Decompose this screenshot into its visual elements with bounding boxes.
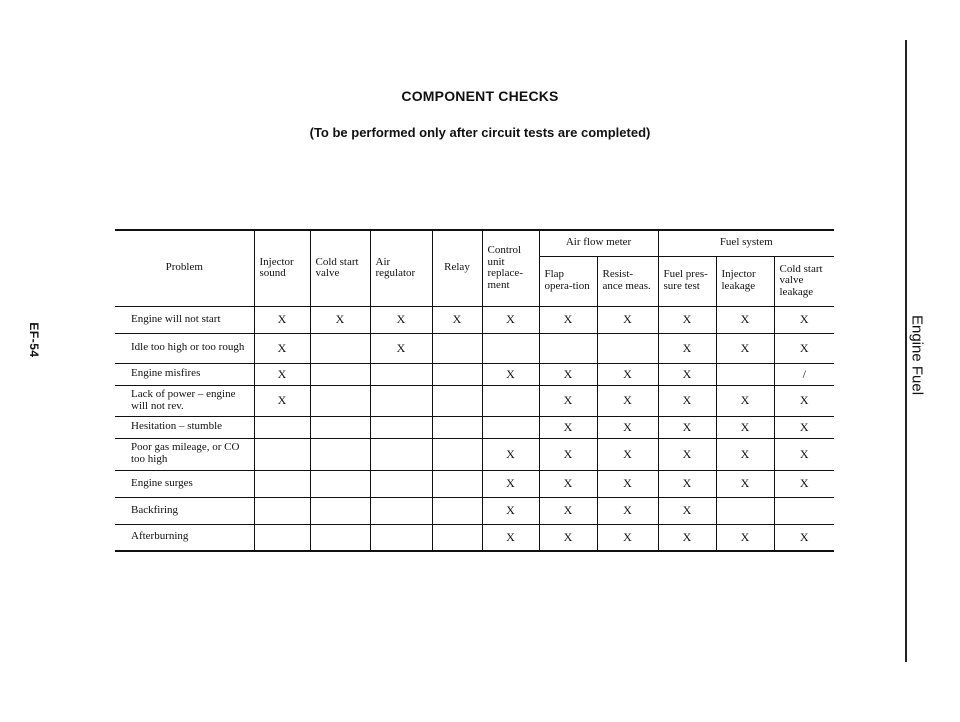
problem-cell: Poor gas mileage, or CO too high <box>131 441 240 465</box>
header-air-regulator: Air regulator <box>370 230 432 306</box>
page-title: COMPONENT CHECKS <box>401 88 559 104</box>
check-mark-cell: X <box>539 470 597 497</box>
check-mark-cell: X <box>539 524 597 551</box>
check-mark-cell: X <box>370 306 432 333</box>
table-row <box>115 306 834 333</box>
problem-cell: Engine surges <box>131 476 193 489</box>
check-mark-cell <box>432 385 482 416</box>
check-mark-cell <box>310 438 370 470</box>
header-injector-leakage: Injector leakage <box>716 256 774 306</box>
check-mark-cell <box>310 363 370 385</box>
check-mark-cell <box>370 470 432 497</box>
header-fuel-pressure-test: Fuel pres-sure test <box>658 256 716 306</box>
header-flap-operation: Flap opera-tion <box>539 256 597 306</box>
check-mark-cell: X <box>539 385 597 416</box>
check-mark-cell: X <box>539 306 597 333</box>
problem-cell: Idle too high or too rough <box>131 341 245 354</box>
problem-cell: Lack of power – engine will not rev. <box>131 387 236 412</box>
check-mark-cell <box>254 438 310 470</box>
header-problem: Problem <box>165 261 203 274</box>
check-mark-cell: X <box>774 333 834 363</box>
check-mark-cell <box>310 333 370 363</box>
check-mark-cell: X <box>482 470 539 497</box>
check-mark-cell <box>716 363 774 385</box>
header-air-flow-meter: Air flow meter <box>539 230 658 256</box>
check-mark-cell <box>432 363 482 385</box>
check-mark-cell: X <box>310 306 370 333</box>
check-mark-cell: X <box>597 438 658 470</box>
check-mark-cell <box>254 524 310 551</box>
check-mark-cell: X <box>658 385 716 416</box>
check-mark-cell: X <box>658 363 716 385</box>
check-mark-cell: / <box>774 363 834 385</box>
check-mark-cell: X <box>539 416 597 438</box>
table-body <box>115 306 834 551</box>
check-mark-cell: X <box>482 363 539 385</box>
problem-cell: Engine misfires <box>131 367 201 380</box>
check-mark-cell: X <box>482 524 539 551</box>
check-mark-cell <box>482 416 539 438</box>
check-mark-cell: X <box>597 363 658 385</box>
check-mark-cell: X <box>482 306 539 333</box>
check-mark-cell: X <box>716 333 774 363</box>
problem-cell: Afterburning <box>131 530 189 543</box>
table-row <box>115 438 834 470</box>
check-mark-cell <box>310 497 370 524</box>
check-mark-cell: X <box>774 524 834 551</box>
check-mark-cell: X <box>658 497 716 524</box>
table-row <box>115 363 834 385</box>
check-mark-cell <box>254 470 310 497</box>
check-mark-cell <box>432 497 482 524</box>
header-cold-start-valve-leakage: Cold start valve leakage <box>774 256 834 306</box>
check-mark-cell <box>310 524 370 551</box>
check-mark-cell <box>370 385 432 416</box>
table-row <box>115 333 834 363</box>
check-mark-cell: X <box>658 416 716 438</box>
check-mark-cell: X <box>370 333 432 363</box>
header-cold-start-valve: Cold start valve <box>310 230 370 306</box>
check-mark-cell: X <box>254 306 310 333</box>
check-mark-cell <box>310 416 370 438</box>
check-mark-cell <box>716 497 774 524</box>
check-mark-cell: X <box>597 524 658 551</box>
check-mark-cell <box>774 497 834 524</box>
check-mark-cell: X <box>597 385 658 416</box>
problem-cell: Backfiring <box>131 503 179 516</box>
header-injector-sound: Injector sound <box>254 230 310 306</box>
table-row <box>115 524 834 551</box>
check-mark-cell: X <box>432 306 482 333</box>
check-mark-cell: X <box>597 497 658 524</box>
check-mark-cell <box>310 470 370 497</box>
page-subtitle: (To be performed only after circuit tests are completed) <box>309 125 651 140</box>
check-mark-cell: X <box>658 524 716 551</box>
page-code-label: EF-54 <box>27 322 41 358</box>
check-mark-cell: X <box>658 306 716 333</box>
check-mark-cell <box>432 416 482 438</box>
check-mark-cell <box>482 333 539 363</box>
check-mark-cell: X <box>482 438 539 470</box>
check-mark-cell <box>432 438 482 470</box>
check-mark-cell: X <box>774 306 834 333</box>
table-row <box>115 416 834 438</box>
check-mark-cell: X <box>658 470 716 497</box>
table-row <box>115 385 834 416</box>
header-control-unit: Control unit replace-ment <box>482 230 539 306</box>
check-mark-cell <box>482 385 539 416</box>
table-row <box>115 470 834 497</box>
check-mark-cell: X <box>774 470 834 497</box>
check-mark-cell: X <box>716 306 774 333</box>
check-mark-cell <box>254 416 310 438</box>
problem-cell: Engine will not start <box>131 312 221 325</box>
check-mark-cell <box>370 438 432 470</box>
check-mark-cell <box>370 363 432 385</box>
check-mark-cell: X <box>658 438 716 470</box>
check-mark-cell: X <box>254 385 310 416</box>
check-mark-cell: X <box>539 497 597 524</box>
check-mark-cell <box>254 497 310 524</box>
check-mark-cell <box>310 385 370 416</box>
check-mark-cell: X <box>716 470 774 497</box>
check-mark-cell: X <box>254 363 310 385</box>
check-mark-cell: X <box>254 333 310 363</box>
table-row <box>115 497 834 524</box>
check-mark-cell <box>432 333 482 363</box>
check-mark-cell <box>432 524 482 551</box>
problem-cell: Hesitation – stumble <box>131 420 223 433</box>
check-mark-cell: X <box>658 333 716 363</box>
check-mark-cell: X <box>539 363 597 385</box>
header-fuel-system: Fuel system <box>658 230 834 256</box>
check-mark-cell <box>370 524 432 551</box>
check-mark-cell: X <box>716 438 774 470</box>
check-mark-cell: X <box>482 497 539 524</box>
header-resistance-meas: Resist-ance meas. <box>597 256 658 306</box>
check-mark-cell: X <box>774 416 834 438</box>
check-mark-cell <box>370 497 432 524</box>
check-mark-cell <box>370 416 432 438</box>
check-mark-cell <box>432 470 482 497</box>
check-mark-cell <box>539 333 597 363</box>
header-relay: Relay <box>432 230 482 306</box>
check-mark-cell: X <box>597 470 658 497</box>
section-label: Engine Fuel <box>908 314 926 396</box>
check-mark-cell: X <box>774 438 834 470</box>
check-mark-cell: X <box>597 416 658 438</box>
check-mark-cell: X <box>774 385 834 416</box>
component-checks-table <box>115 229 834 552</box>
check-mark-cell: X <box>539 438 597 470</box>
check-mark-cell: X <box>716 385 774 416</box>
check-mark-cell <box>597 333 658 363</box>
check-mark-cell: X <box>716 416 774 438</box>
check-mark-cell: X <box>716 524 774 551</box>
check-mark-cell: X <box>597 306 658 333</box>
